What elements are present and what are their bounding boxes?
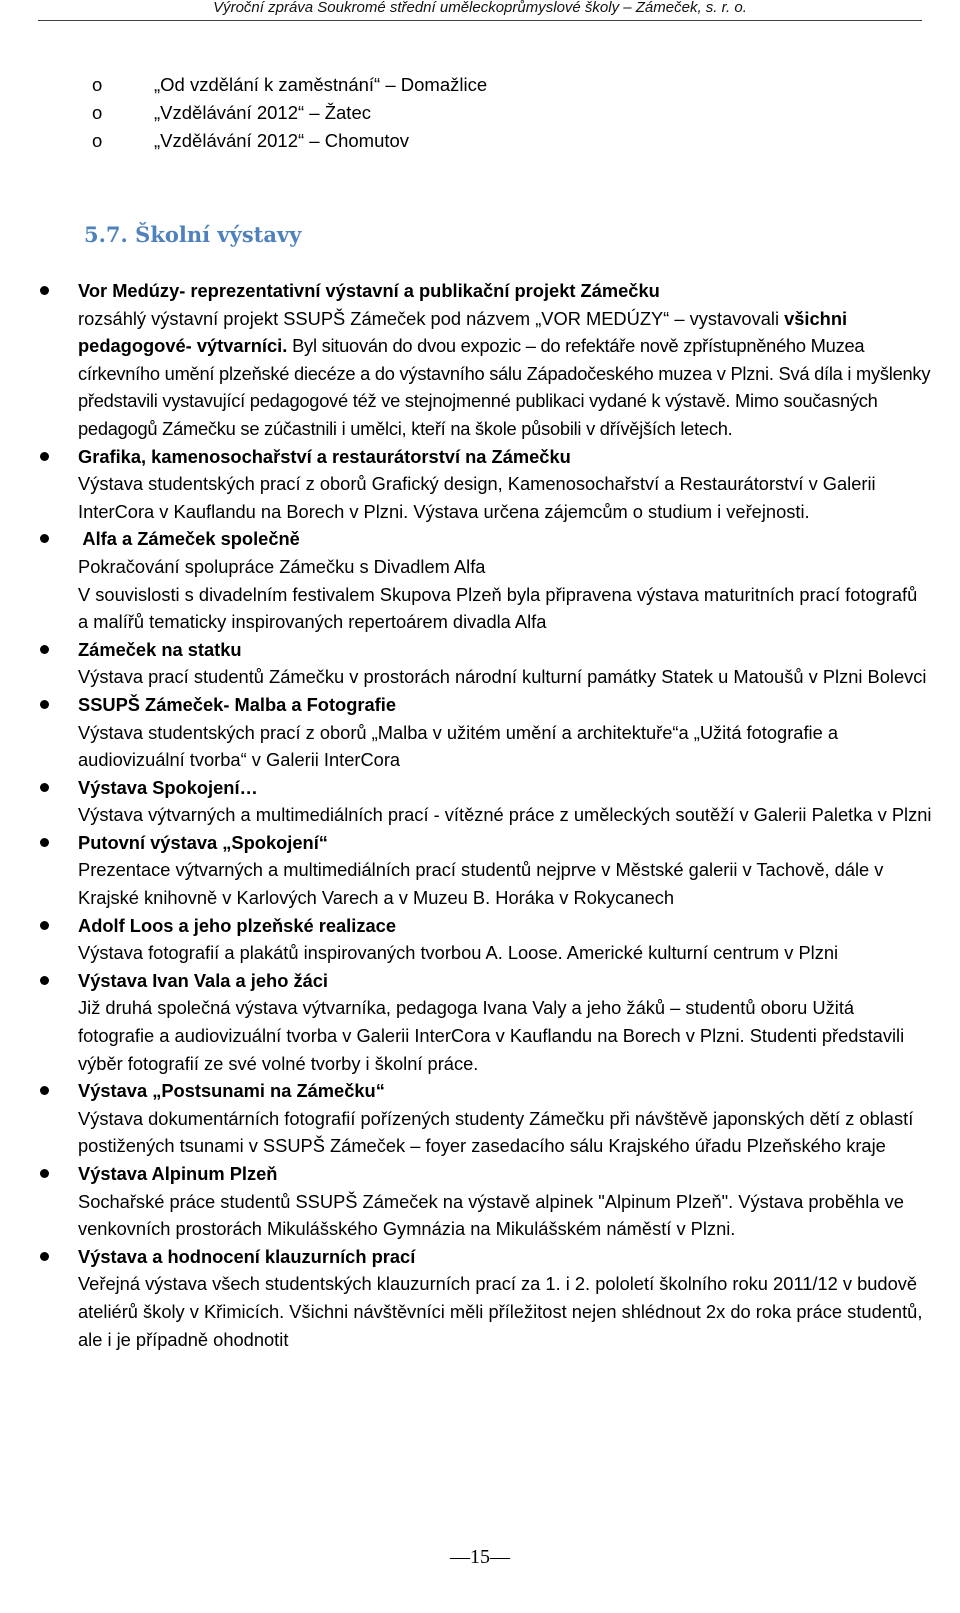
item-subtitle: Pokračování spolupráce Zámečku s Divadlem Alfa	[78, 555, 486, 577]
item-text: Již druhá společná výstava výtvarníka, pedagoga Ivana Valy a jeho žáků – studentů oboru Užitá fotografie a audiovizuální tvorba v Galerii InterCora v Kauflandu na Borech v Plzni. Studenti představili výběr fotografií ze své volné tvorby i školní práce.	[78, 997, 905, 1074]
item-title: Putovní výstava „Spokojení“	[78, 831, 328, 853]
bullet-icon	[40, 921, 49, 930]
bullet-icon	[40, 700, 49, 709]
item-text: Výstava studentských prací z oborů Grafický design, Kamenosochařství a Restaurátorství v Galerii InterCora v Kauflandu na Borech v Plzni. Výstava určena zájemcům o studium i veřejnosti.	[78, 473, 876, 522]
sub-list-item: o „Vzdělávání 2012“ – Chomutov	[78, 127, 487, 155]
item-text: Výstava fotografií a plakátů inspirovaných tvorbou A. Loose. Americké kulturní centrum v Plzni	[78, 942, 839, 964]
item-title: Výstava Alpinum Plzeň	[78, 1163, 278, 1184]
header-rule	[38, 20, 922, 21]
list-marker-o: o	[92, 74, 103, 95]
bullet-icon	[40, 1169, 49, 1178]
item-text: Výstava výtvarných a multimediálních prací - vítězné práce z uměleckých soutěží v Galerii Paletka v Plzni	[78, 804, 932, 826]
list-item	[0, 277, 960, 443]
bullet-icon	[40, 976, 49, 985]
sub-list-item: o „Od vzdělání k zaměstnání“ – Domažlice	[78, 71, 487, 99]
item-title: Zámeček na statku	[78, 638, 242, 660]
list-item	[0, 774, 960, 829]
list-item	[0, 443, 960, 526]
list-marker-o: o	[92, 102, 103, 123]
item-title: Výstava Spokojení…	[78, 776, 258, 798]
item-text: V souvislosti s divadelním festivalem Skupova Plzeň byla připravena výstava maturitních prací fotografů a malířů tematicky inspirovaných repertoárem divadla Alfa	[78, 583, 918, 633]
list-item	[0, 691, 960, 774]
sub-list	[78, 71, 487, 155]
item-title: Výstava a hodnocení klauzurních prací	[78, 1245, 416, 1267]
bullet-icon	[40, 783, 49, 792]
page-header	[0, 0, 960, 20]
exhibition-list	[0, 277, 960, 1353]
item-title: Adolf Loos a jeho plzeňské realizace	[78, 914, 396, 936]
item-title: Výstava „Postsunami na Zámečku“	[78, 1080, 385, 1102]
list-item	[0, 967, 960, 1077]
page-number: —15—	[450, 1546, 510, 1568]
item-title: Grafika, kamenosochařství a restaurátorství na Zámečku	[78, 445, 571, 467]
item-text: Sochařské práce studentů SSUPŠ Zámeček na výstavě alpinek "Alpinum Plzeň". Výstava proběhla ve venkovních prostorách Mikulášského Gymnázia na Mikulášském náměstí v Plzni.	[78, 1190, 904, 1240]
item-title: Alfa a Zámeček společně	[78, 528, 300, 550]
item-text: Veřejná výstava všech studentských klauzurních prací za 1. i 2. pololetí školního roku 2011/12 v budově ateliérů školy v Křimicích. Všichni návštěvníci měli příležitost nejen shlédnout 2x do roka práce studentů, ale i je případně ohodnotit	[78, 1273, 923, 1350]
bullet-icon	[40, 534, 49, 543]
list-item	[0, 829, 960, 912]
item-title: SSUPŠ Zámeček- Malba a Fotografie	[78, 693, 396, 715]
item-text: Výstava prací studentů Zámečku v prostorách národní kulturní památky Statek u Matoušů v Plzni Bolevci	[78, 666, 927, 688]
bullet-icon	[40, 452, 49, 461]
section-heading: 5.7. Školní výstavy	[84, 222, 302, 247]
bullet-icon	[40, 838, 49, 847]
sub-list-item: o „Vzdělávání 2012“ – Žatec	[78, 99, 487, 127]
item-text: Výstava dokumentárních fotografií pořízených studenty Zámečku při návštěvě japonských dětí z oblastí postižených tsunami v SSUPŠ Zámeček – foyer zasedacího sálu Krajského úřadu Plzeňského kraje	[78, 1107, 914, 1157]
list-item	[0, 636, 960, 691]
list-item	[0, 1077, 960, 1160]
item-text: rozsáhlý výstavní projekt SSUPŠ Zámeček pod názvem „VOR MEDÚZY“ – vystavovali všichni pedagogové- výtvarníci. Byl situován do dvou expozic – do refektáře nově zpřístupněného Muzea církevního umění plzeňské diecéze a do výstavního sálu Západočeského muzea v Plzni. Svá díla i myšlenky představili vystavující pedagogové též ve stejnojmenné publikaci vydané k výstavě. Mimo současných pedagogů Zámečku se zúčastnili i umělci, kteří na škole působili v dřívějších letech.	[78, 307, 931, 439]
bullet-icon	[40, 1086, 49, 1095]
item-text: Prezentace výtvarných a multimediálních prací studentů nejprve v Městské galerii v Tachově, dále v Krajské knihovně v Karlových Varech a v Muzeu B. Horáka v Rokycanech	[78, 859, 884, 909]
bullet-icon	[40, 645, 49, 654]
item-title: Vor Medúzy- reprezentativní výstavní a publikační projekt Zámečku	[78, 280, 660, 301]
list-item	[0, 1243, 960, 1353]
list-marker-o: o	[92, 130, 103, 151]
list-item	[0, 1160, 960, 1243]
bullet-icon	[40, 1252, 49, 1261]
list-item	[0, 525, 960, 635]
item-title: Výstava Ivan Vala a jeho žáci	[78, 969, 328, 991]
list-item	[0, 912, 960, 967]
item-text: Výstava studentských prací z oborů „Malba v užitém umění a architektuře“a „Užitá fotografie a audiovizuální tvorba“ v Galerii InterCora	[78, 721, 839, 771]
bullet-icon	[40, 286, 49, 295]
header-text: Výroční zpráva Soukromé střední uměleckoprůmyslové školy – Zámeček, s. r. o.	[213, 0, 747, 16]
